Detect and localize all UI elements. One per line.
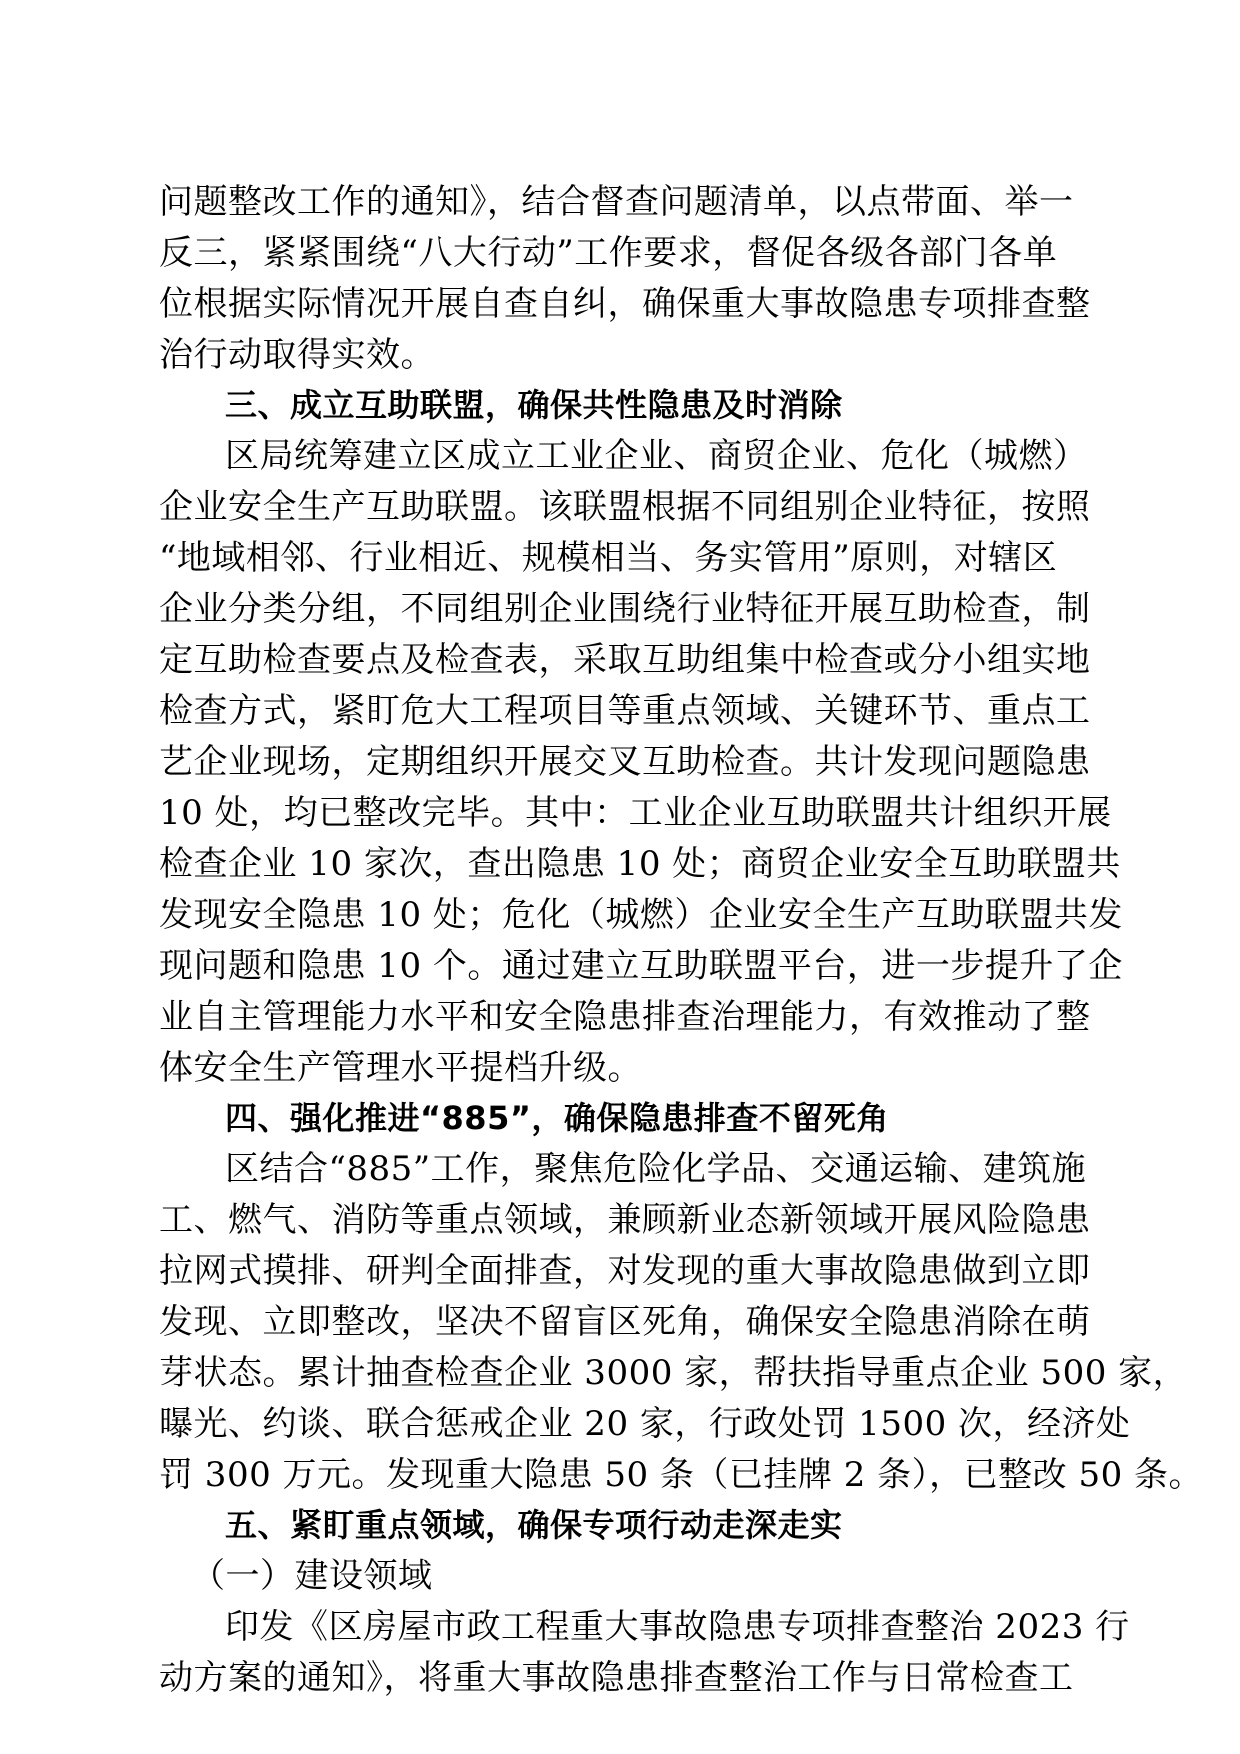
paragraph-line: 印发《区房屋市政工程重大事故隐患专项排查整治 2023 行: [225, 1607, 1130, 1647]
paragraph-line: 区局统筹建立区成立工业企业、商贸企业、危化（城燃）: [225, 436, 1088, 476]
paragraph-line: 位根据实际情况开展自查自纠，确保重大事故隐患专项排查整: [159, 284, 1091, 324]
paragraph-line: 反三，紧紧围绕“八大行动”工作要求，督促各级各部门各单: [159, 233, 1058, 273]
paragraph-line: “地域相邻、行业相近、规模相当、务实管用”原则，对辖区: [159, 538, 1058, 578]
paragraph-line: 发现安全隐患 10 处；危化（城燃）企业安全生产互助联盟共发: [159, 895, 1123, 935]
paragraph-line: 发现、立即整改，坚决不留盲区死角，确保安全隐患消除在萌: [159, 1302, 1091, 1342]
paragraph-line: 企业安全生产互助联盟。该联盟根据不同组别企业特征，按照: [159, 487, 1091, 527]
paragraph-line: 问题整改工作的通知》，结合督查问题清单，以点带面、举一: [159, 182, 1074, 222]
paragraph-line: 10 处，均已整改完毕。其中：工业企业互助联盟共计组织开展: [159, 793, 1112, 833]
paragraph-line: 业自主管理能力水平和安全隐患排查治理能力，有效推动了整: [159, 997, 1091, 1037]
paragraph-line: 区结合“885”工作，聚焦危险化学品、交通运输、建筑施: [225, 1149, 1087, 1189]
subsection-heading: （一）建设领域: [191, 1556, 433, 1596]
paragraph-line: 体安全生产管理水平提档升级。: [159, 1048, 642, 1088]
paragraph-line: 定互助检查要点及检查表，采取互助组集中检查或分小组实地: [159, 640, 1091, 680]
paragraph-line: 拉网式摸排、研判全面排查，对发现的重大事故隐患做到立即: [159, 1251, 1091, 1291]
paragraph-line: 治行动取得实效。: [159, 335, 435, 375]
paragraph-line: 艺企业现场，定期组织开展交叉互助检查。共计发现问题隐患: [159, 742, 1091, 782]
section-heading-3: 三、成立互助联盟，确保共性隐患及时消除: [225, 386, 843, 424]
paragraph-line: 检查企业 10 家次，查出隐患 10 处；商贸企业安全互助联盟共: [159, 844, 1121, 884]
paragraph-line: 动方案的通知》，将重大事故隐患排查整治工作与日常检查工: [159, 1658, 1074, 1698]
paragraph-line: 曝光、约谈、联合惩戒企业 20 家，行政处罚 1500 次，经济处: [159, 1404, 1131, 1444]
section-heading-4: 四、强化推进“885”，确保隐患排查不留死角: [225, 1099, 889, 1137]
paragraph-line: 检查方式，紧盯危大工程项目等重点领域、关键环节、重点工: [159, 691, 1091, 731]
paragraph-line: 工、燃气、消防等重点领域，兼顾新业态新领域开展风险隐患: [159, 1200, 1091, 1240]
paragraph-line: 企业分类分组，不同组别企业围绕行业特征开展互助检查，制: [159, 589, 1091, 629]
paragraph-line: 现问题和隐患 10 个。通过建立互助联盟平台，进一步提升了企: [159, 946, 1123, 986]
paragraph-line: 罚 300 万元。发现重大隐患 50 条（已挂牌 2 条），已整改 50 条。: [159, 1455, 1204, 1495]
paragraph-line: 芽状态。累计抽查检查企业 3000 家，帮扶指导重点企业 500 家，: [159, 1353, 1188, 1393]
section-heading-5: 五、紧盯重点领域，确保专项行动走深走实: [225, 1506, 843, 1544]
